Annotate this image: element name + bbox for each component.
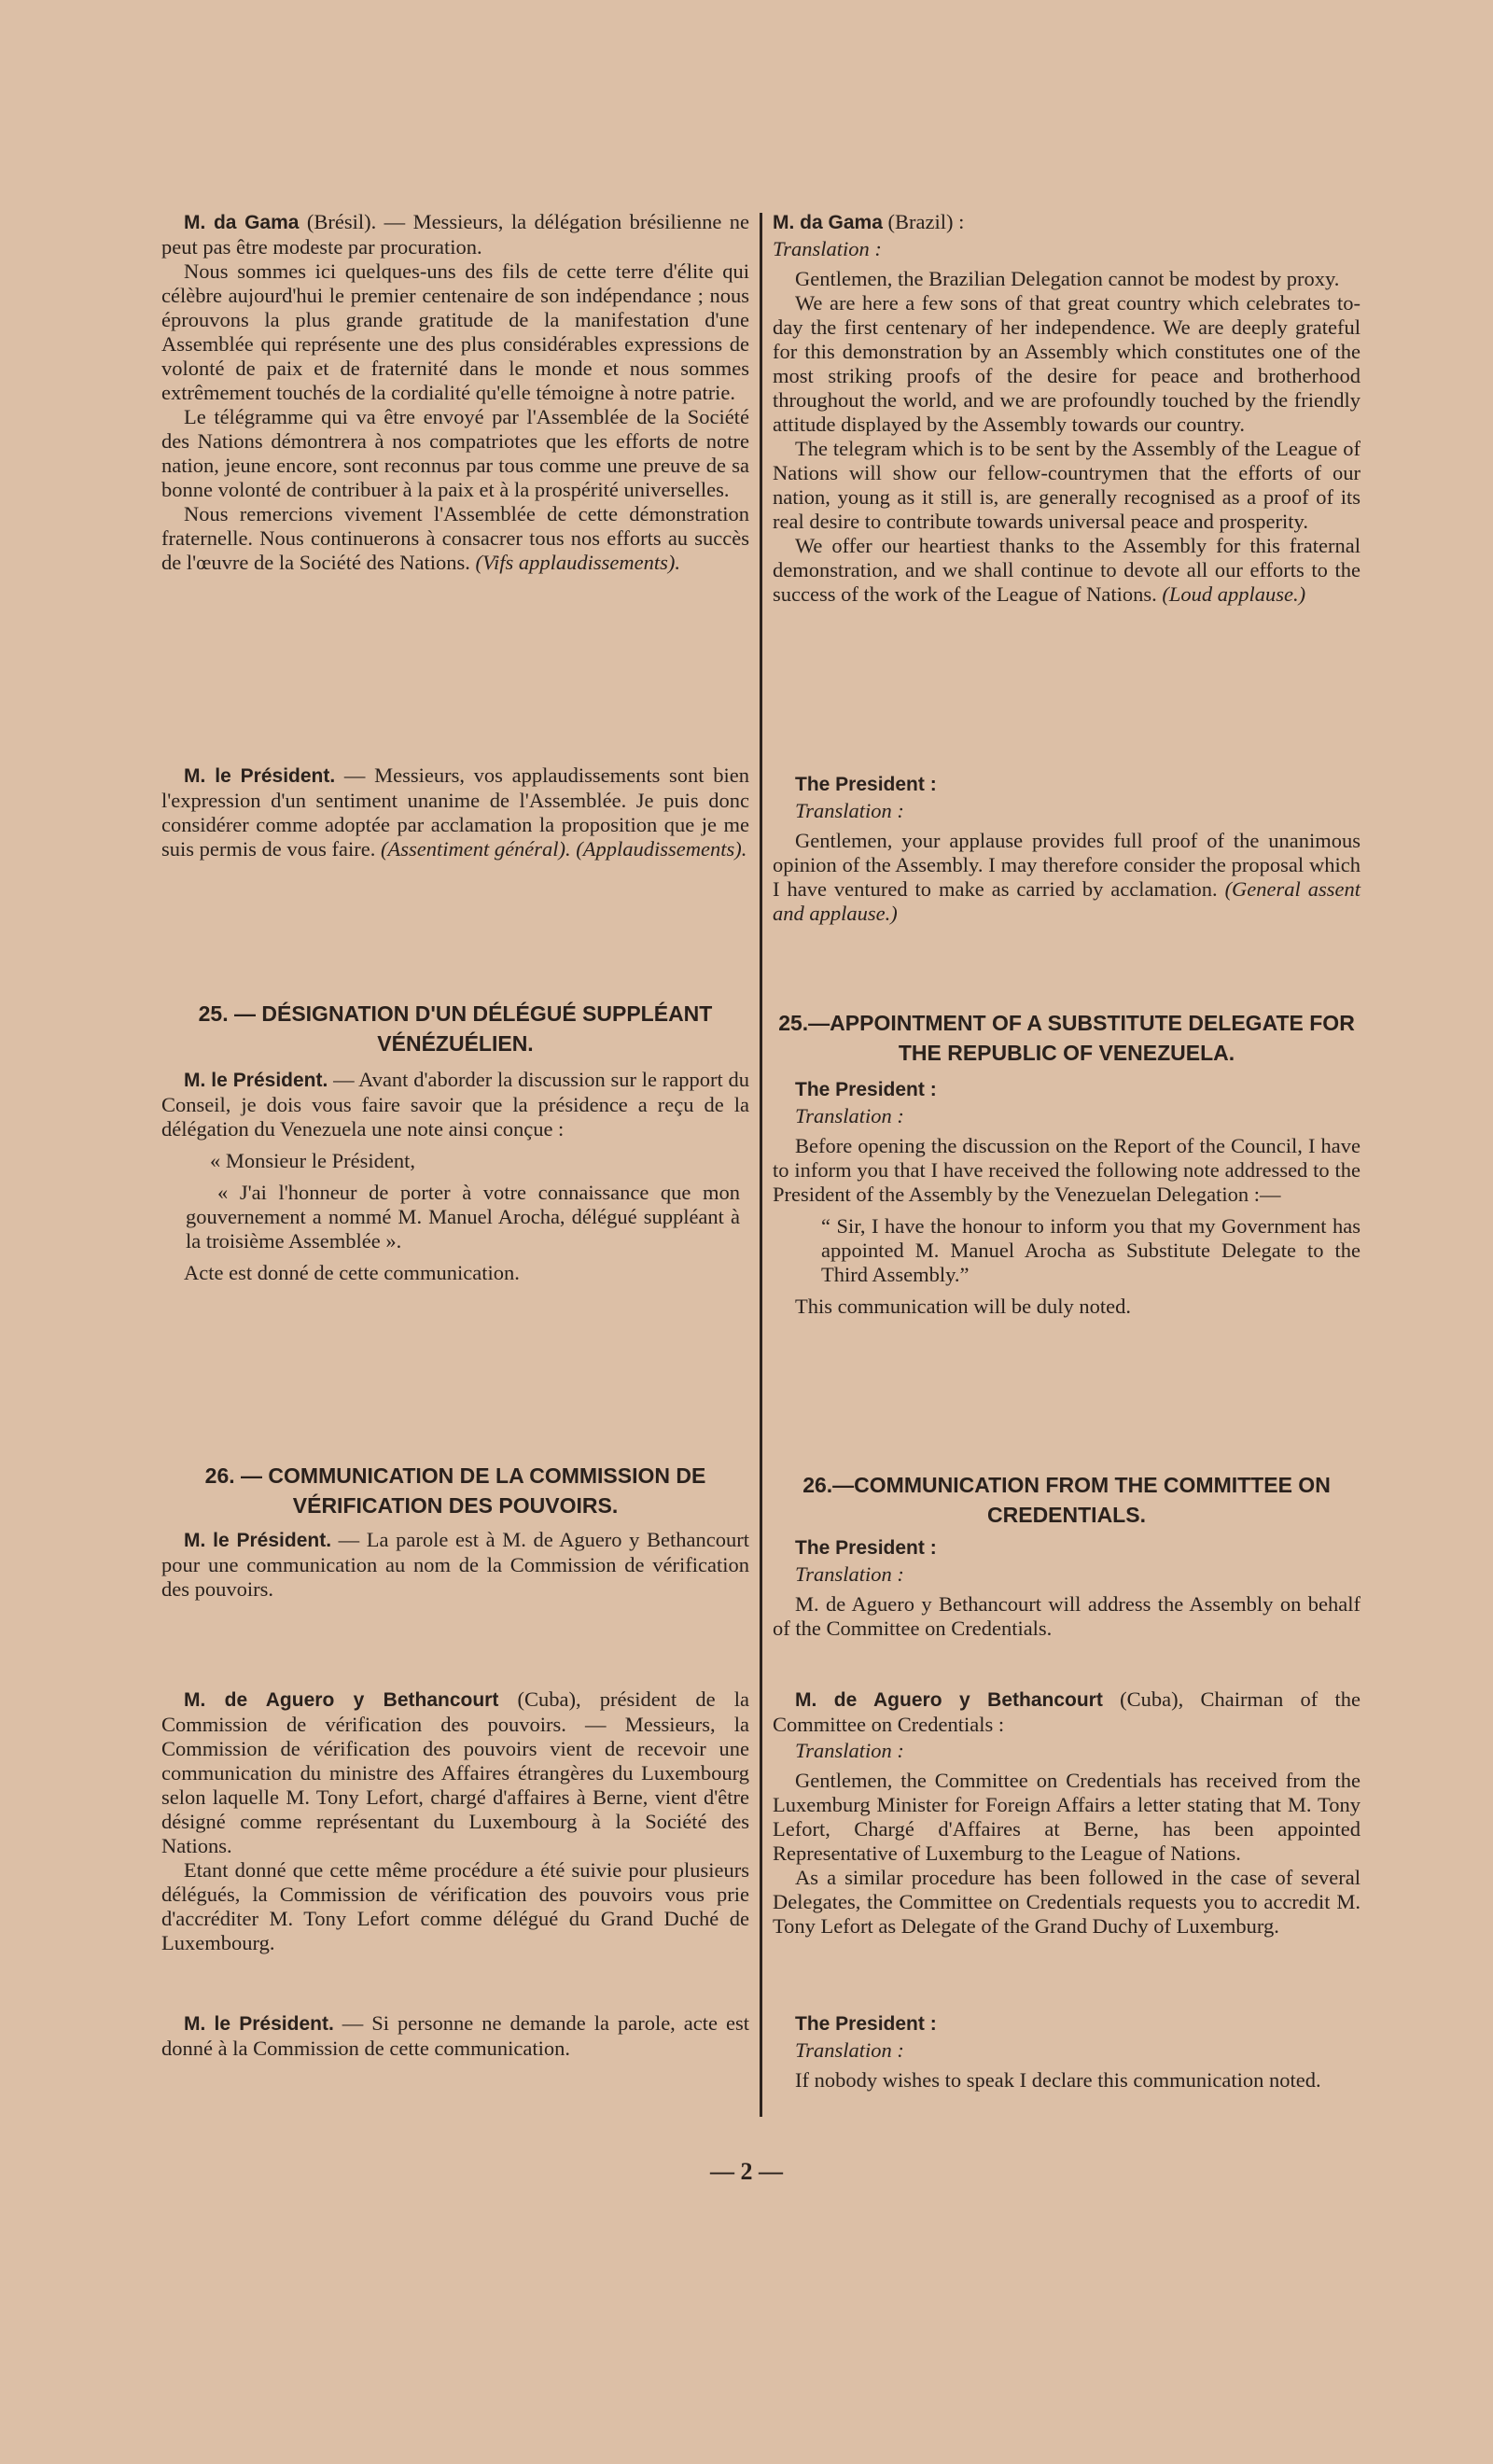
stage-direction: (Assentiment général). (Applaudissements). [380,837,747,861]
translation-label: Translation : [795,1104,904,1127]
translation-label: Translation : [795,799,904,822]
translation-label: Translation : [795,1562,904,1586]
paragraph: Acte est donné de cette communication. [184,1261,520,1284]
paragraph: This communication will be duly noted. [795,1295,1131,1318]
speaker-name: The President : [795,1079,937,1100]
paragraph [773,1077,1360,1102]
paragraph: M. da Gama (Brazil) : [773,210,965,233]
quote-body: « J'ai l'honneur de porter à votre connaissance que mon gouvernement a nommé M. Manuel Arocha, délégué suppléant à la troisième Assemblée ». [186,1181,740,1253]
section-heading: 26. — COMMUNICATION DE LA COMMISSION DE VÉRIFICATION DES POUVOIRS. [204,1463,706,1518]
president-speech-en-1 [773,772,1360,926]
paragraph: Before opening the discussion on the Report of the Council, I have to inform you that I have received the following note addressed to the President of the Assembly by the Venezuelan Delegation :— [773,1134,1360,1206]
speaker-name: M. da Gama [184,212,300,233]
section-heading: 26.—COMMUNICATION FROM THE COMMITTEE ON CREDENTIALS. [802,1473,1331,1527]
translation-label: Translation : [795,1739,904,1762]
stage-direction: (Loud applause.) [1162,582,1306,606]
paragraph: M. de Aguero y Bethancourt (Cuba), Chairman of the Committee on Credentials : [773,1687,1361,1736]
paragraph: Gentlemen, the Brazilian Delegation cannot be modest by proxy. [795,267,1340,290]
paragraph: If nobody wishes to speak I declare this communication noted. [795,2068,1321,2092]
speaker-name: M. de Aguero y Bethancourt [184,1689,499,1711]
paragraph: As a similar procedure has been followed in the case of several Delegates, the Committee on Credentials requests you to accredit M. Tony Lefort as Delegate of the Grand Duchy of Luxemburg. [773,1866,1360,1938]
section-26-en [773,1470,1360,1641]
section-25-fr [161,999,749,1285]
gama-speech-en [773,210,1360,607]
paragraph: M. le Président. — Si personne ne demande la parole, acte est donné à la Commission de cette communication. [161,2011,750,2060]
translation-label: Translation : [773,237,882,260]
page-number: — 2 — [710,2158,783,2185]
paragraph: Etant donné que cette même procédure a été suivie pour plusieurs délégués, la Commission de vérification des pouvoirs vous prie d'accréditer M. Tony Lefort comme délégué du Grand Duché de Luxembourg. [161,1858,749,1954]
speaker-name: M. da Gama [773,212,883,233]
speaker-name: The President : [795,1537,937,1559]
speaker-name: The President : [795,2013,937,2035]
paragraph: Nous sommes ici quelques-uns des fils de cette terre d'élite qui célèbre aujourd'hui le premier centenaire de son indépendance ; nous éprouvons la plus grande gratitude de la manifestation d'une Assemblée qui représente une des plus considérables expressions de volonté de paix et de fraternité dans le monde et nous sommes extrêmement touchés de la cordialité qu'elle témoigne à notre patrie. [161,259,749,404]
aguero-speech-en [773,1687,1360,1939]
gama-speech-fr [161,210,749,575]
speaker-name: M. le Président. [184,2013,334,2035]
speaker-name: The President : [795,774,937,795]
paragraph: M. de Aguero y Bethancourt (Cuba), président de la Commission de vérification des pouvoirs. — Messieurs, la Commission de vérification des pouvoirs vient de recevoir une communication du ministre des Affaires étrangères du Luxembourg selon laquelle M. Tony Lefort, chargé d'affaires à Berne, vient d'être désigné comme représentant du Luxembourg à la Société des Nations. [161,1687,749,1857]
president-speech-fr-4 [161,2011,749,2061]
stage-direction: (Vifs applaudissements). [475,551,681,574]
translation-label: Translation : [795,2038,904,2062]
stage-direction: (General assent and applause.) [773,877,1360,925]
section-25-en [773,1008,1360,1319]
paragraph: M. le Président. — La parole est à M. de Aguero y Bethancourt pour une communication au nom de la Commission de vérification des pouvoirs. [161,1528,750,1601]
paragraph: Nous remercions vivement l'Assemblée de cette démonstration fraternelle. Nous continuerons à consacrer tous nos efforts au succès de l'œuvre de la Société des Nations. (Vifs applaudissements). [161,502,749,574]
paragraph: The telegram which is to be sent by the Assembly of the League of Nations will show our fellow-countrymen that the efforts of our nation, young as it still is, are generally recognised as a proof of its real desire to contribute towards universal peace and prosperity. [773,437,1360,533]
paragraph [773,2011,1360,2037]
paragraph: M. le Président. — Messieurs, vos applaudissements sont bien l'expression d'un sentiment unanime de l'Assemblée. Je puis donc considérer comme adoptée par acclamation la proposition que je me suis permis de vous faire. (Assentiment général). (Applaudissements). [161,763,749,861]
paragraph: Gentlemen, the Committee on Credentials has received from the Luxemburg Minister for Foreign Affairs a letter stating that M. Tony Lefort, Chargé d'Affaires at Berne, has been appointed Representative of Luxemburg to the League of Nations. [773,1769,1360,1865]
president-speech-fr-1 [161,763,749,861]
paragraph: We are here a few sons of that great country which celebrates to-day the first centenary of her independence. We are deeply grateful for this demonstration by an Assembly which constitutes one of the most striking proofs of the desire for peace and brotherhood throughout the world, and we are profoundly touched by the friendly attitude displayed by the Assembly towards our country. [773,291,1360,436]
paragraph: We offer our heartiest thanks to the Assembly for this fraternal demonstration, and we shall continue to devote all our efforts to the success of the work of the League of Nations. (Loud applause.) [773,534,1360,606]
paragraph [773,1535,1360,1561]
speaker-name: M. le Président. [184,765,336,787]
president-speech-en-4 [773,2011,1360,2093]
paragraph [773,772,1360,797]
section-heading: 25.—APPOINTMENT OF A SUBSTITUTE DELEGATE FOR THE REPUBLIC OF VENEZUELA. [778,1011,1355,1065]
paragraph: Le télégramme qui va être envoyé par l'Assemblée de la Société des Nations démontrera à nos compatriotes que les efforts de notre nation, jeune encore, sont reconnus par tous comme une preuve de sa bonne volonté de contribuer à la paix et à la prospérité universelles. [161,405,749,501]
aguero-speech-fr [161,1687,749,1955]
section-26-fr [161,1461,749,1602]
paragraph: M. de Aguero y Bethancourt will address the Assembly on behalf of the Committee on Credentials. [773,1592,1360,1640]
paragraph: Gentlemen, your applause provides full proof of the unanimous opinion of the Assembly. I may therefore consider the proposal which I have ventured to make as carried by acclamation. (General assent and applause.) [773,829,1360,925]
speaker-name: M. le Président. [184,1070,328,1091]
paragraph: M. da Gama (Brésil). — Messieurs, la délégation brésilienne ne peut pas être modeste par procuration. [161,210,749,259]
speaker-name: M. de Aguero y Bethancourt [795,1689,1103,1711]
speaker-name: M. le Président. [184,1530,332,1551]
column-divider [760,213,762,2117]
quote-salutation: « Monsieur le Président, [210,1149,415,1172]
section-heading: 25. — DÉSIGNATION D'UN DÉLÉGUÉ SUPPLÉANT VÉNÉZUÉLIEN. [198,1001,713,1056]
paragraph: M. le Président. — Avant d'aborder la discussion sur le rapport du Conseil, je dois vous faire savoir que la présidence a reçu de la délégation du Venezuela une note ainsi conçue : [161,1068,749,1141]
quote-body: “ Sir, I have the honour to inform you that my Government has appointed M. Manuel Arocha as Substitute Delegate to the Third Assembly.” [821,1214,1360,1286]
